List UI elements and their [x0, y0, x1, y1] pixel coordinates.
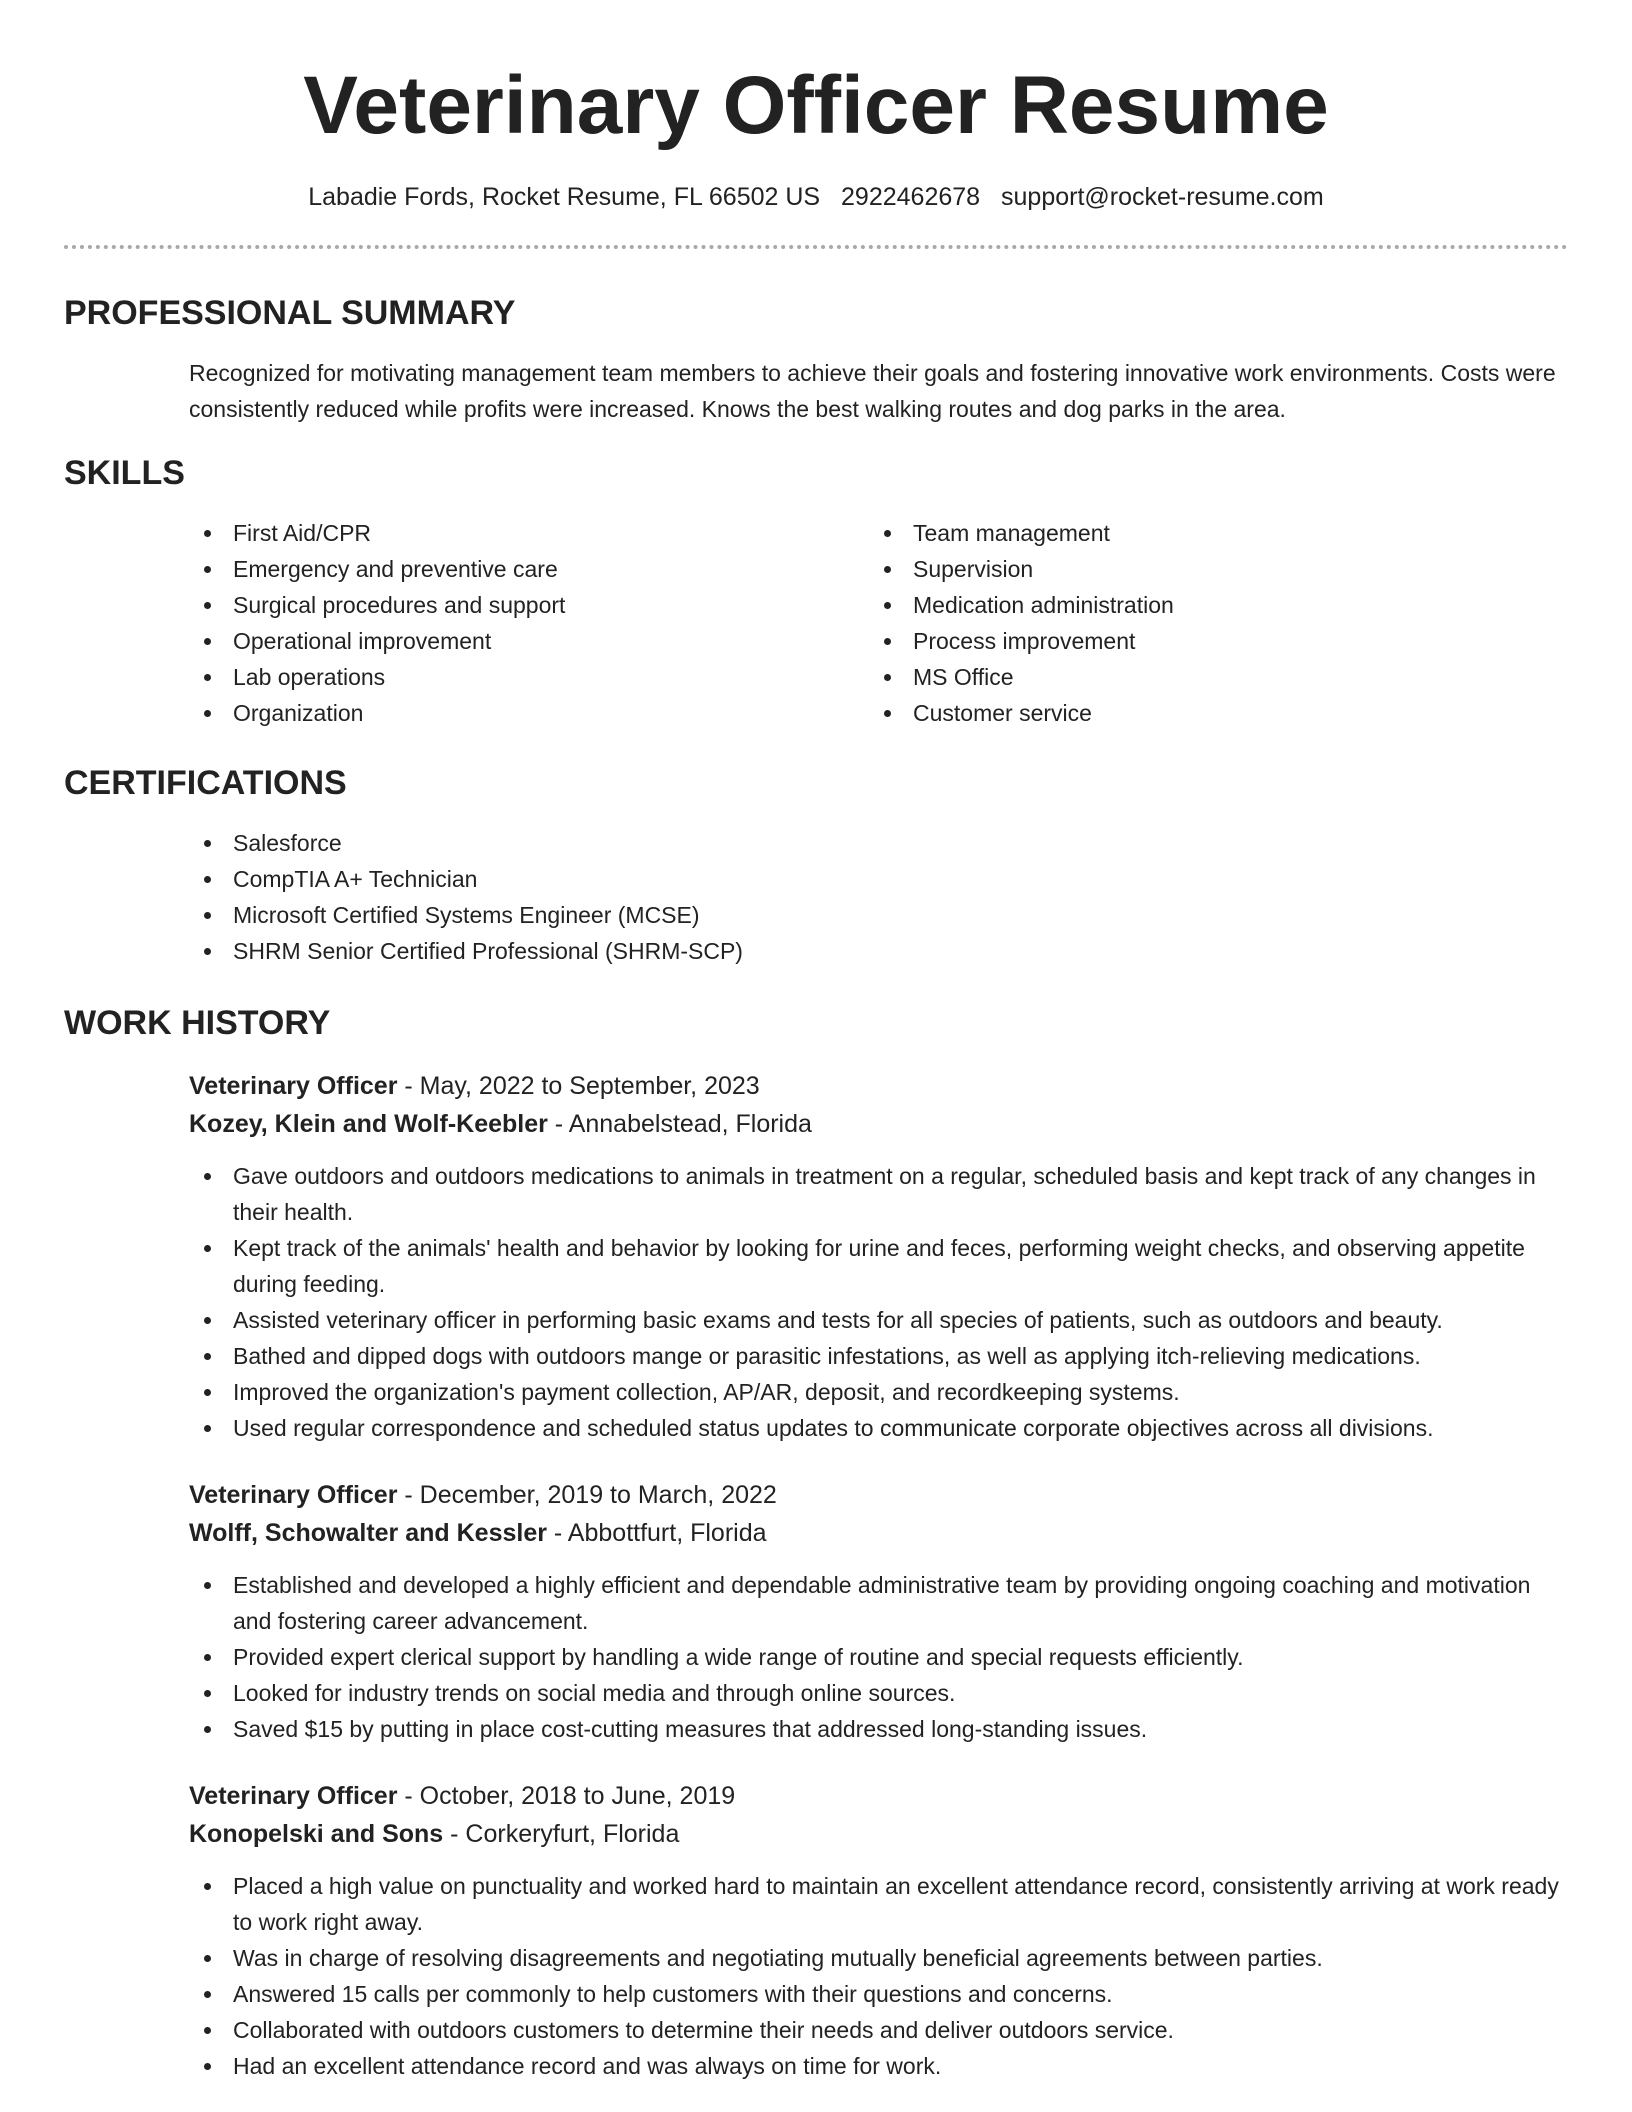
job-company: Konopelski and Sons	[189, 1820, 444, 1848]
job-title: Veterinary Officer	[189, 1072, 398, 1100]
job-duty: Established and developed a highly efficient and dependable administrative team by providing ongoing coaching and motivation and fostering career advancement.	[189, 1567, 1568, 1639]
skill-item: Organization	[189, 695, 869, 731]
certification-item: CompTIA A+ Technician	[189, 861, 1632, 897]
job-duty: Bathed and dipped dogs with outdoors mange or parasitic infestations, as well as applying itch-relieving medications.	[189, 1338, 1568, 1374]
header-divider	[64, 245, 1568, 249]
skills-heading: SKILLS	[64, 454, 185, 492]
job-dates: - October, 2018 to June, 2019	[397, 1782, 736, 1810]
job-title-line	[189, 1476, 1568, 1514]
job-duties	[189, 1567, 1568, 1747]
skill-item: Lab operations	[189, 659, 869, 695]
job-duty: Was in charge of resolving disagreements and negotiating mutually beneficial agreements between parties.	[189, 1940, 1568, 1976]
contact-address: Labadie Fords, Rocket Resume, FL 66502 US	[308, 183, 821, 211]
job-entry	[189, 1067, 1568, 1446]
job-duty: Collaborated with outdoors customers to determine their needs and deliver outdoors service.	[189, 2012, 1568, 2048]
job-duty: Assisted veterinary officer in performing basic exams and tests for all species of patients, such as outdoors and beauty.	[189, 1302, 1568, 1338]
certification-item: Salesforce	[189, 825, 1632, 861]
job-duty: Used regular correspondence and scheduled status updates to communicate corporate objectives across all divisions.	[189, 1410, 1568, 1446]
certifications-list	[189, 825, 1632, 969]
job-duty: Looked for industry trends on social media and through online sources.	[189, 1675, 1568, 1711]
skill-item: MS Office	[869, 659, 1549, 695]
summary-heading: PROFESSIONAL SUMMARY	[64, 294, 516, 332]
job-title-line	[189, 1777, 1568, 1815]
job-title: Veterinary Officer	[189, 1481, 398, 1509]
job-title-line	[189, 1067, 1568, 1105]
job-duty: Had an excellent attendance record and was always on time for work.	[189, 2048, 1568, 2084]
skills-column-right	[869, 515, 1549, 731]
contact-phone: 2922462678	[841, 183, 981, 211]
summary-text: Recognized for motivating management team members to achieve their goals and fostering innovative work environments. Costs were consistently reduced while profits were increased. Knows the best walking routes and dog parks in the area.	[189, 360, 1556, 422]
job-duty: Kept track of the animals' health and behavior by looking for urine and feces, performing weight checks, and observing appetite during feeding.	[189, 1230, 1568, 1302]
job-location: - Annabelstead, Florida	[547, 1110, 812, 1138]
skill-item: Operational improvement	[189, 623, 869, 659]
job-company: Wolff, Schowalter and Kessler	[189, 1519, 547, 1547]
resume-title: Veterinary Officer Resume	[303, 60, 1329, 151]
certifications-heading: CERTIFICATIONS	[64, 764, 347, 802]
job-entry	[189, 1777, 1568, 2084]
skill-item: Surgical procedures and support	[189, 587, 869, 623]
contact-line	[0, 182, 1632, 212]
skill-item: Medication administration	[869, 587, 1549, 623]
job-duties	[189, 1868, 1568, 2084]
skills-column-left	[189, 515, 869, 731]
job-duty: Gave outdoors and outdoors medications to animals in treatment on a regular, scheduled basis and kept track of any changes in their health.	[189, 1158, 1568, 1230]
job-duty: Improved the organization's payment collection, AP/AR, deposit, and recordkeeping systems.	[189, 1374, 1568, 1410]
certification-item: SHRM Senior Certified Professional (SHRM-SCP)	[189, 933, 1632, 969]
job-company: Kozey, Klein and Wolf-Keebler	[189, 1110, 548, 1138]
work-history-heading: WORK HISTORY	[64, 1004, 331, 1042]
contact-email: support@rocket-resume.com	[1001, 183, 1324, 211]
skill-item: Team management	[869, 515, 1549, 551]
job-company-line	[189, 1105, 1568, 1143]
job-dates: - December, 2019 to March, 2022	[397, 1481, 777, 1509]
job-company-line	[189, 1815, 1568, 1853]
job-location: - Abbottfurt, Florida	[546, 1519, 767, 1547]
skills-list	[189, 515, 1632, 731]
certification-item: Microsoft Certified Systems Engineer (MCSE)	[189, 897, 1632, 933]
job-entry	[189, 1476, 1568, 1747]
job-duty: Answered 15 calls per commonly to help customers with their questions and concerns.	[189, 1976, 1568, 2012]
skill-item: Process improvement	[869, 623, 1549, 659]
skill-item: First Aid/CPR	[189, 515, 869, 551]
job-duties	[189, 1158, 1568, 1446]
job-title: Veterinary Officer	[189, 1782, 398, 1810]
job-dates: - May, 2022 to September, 2023	[397, 1072, 760, 1100]
job-location: - Corkeryfurt, Florida	[443, 1820, 680, 1848]
skill-item: Supervision	[869, 551, 1549, 587]
job-company-line	[189, 1514, 1568, 1552]
skill-item: Emergency and preventive care	[189, 551, 869, 587]
job-duty: Placed a high value on punctuality and worked hard to maintain an excellent attendance record, consistently arriving at work ready to work right away.	[189, 1868, 1568, 1940]
skill-item: Customer service	[869, 695, 1549, 731]
job-duty: Saved $15 by putting in place cost-cutting measures that addressed long-standing issues.	[189, 1711, 1568, 1747]
job-duty: Provided expert clerical support by handling a wide range of routine and special requests efficiently.	[189, 1639, 1568, 1675]
